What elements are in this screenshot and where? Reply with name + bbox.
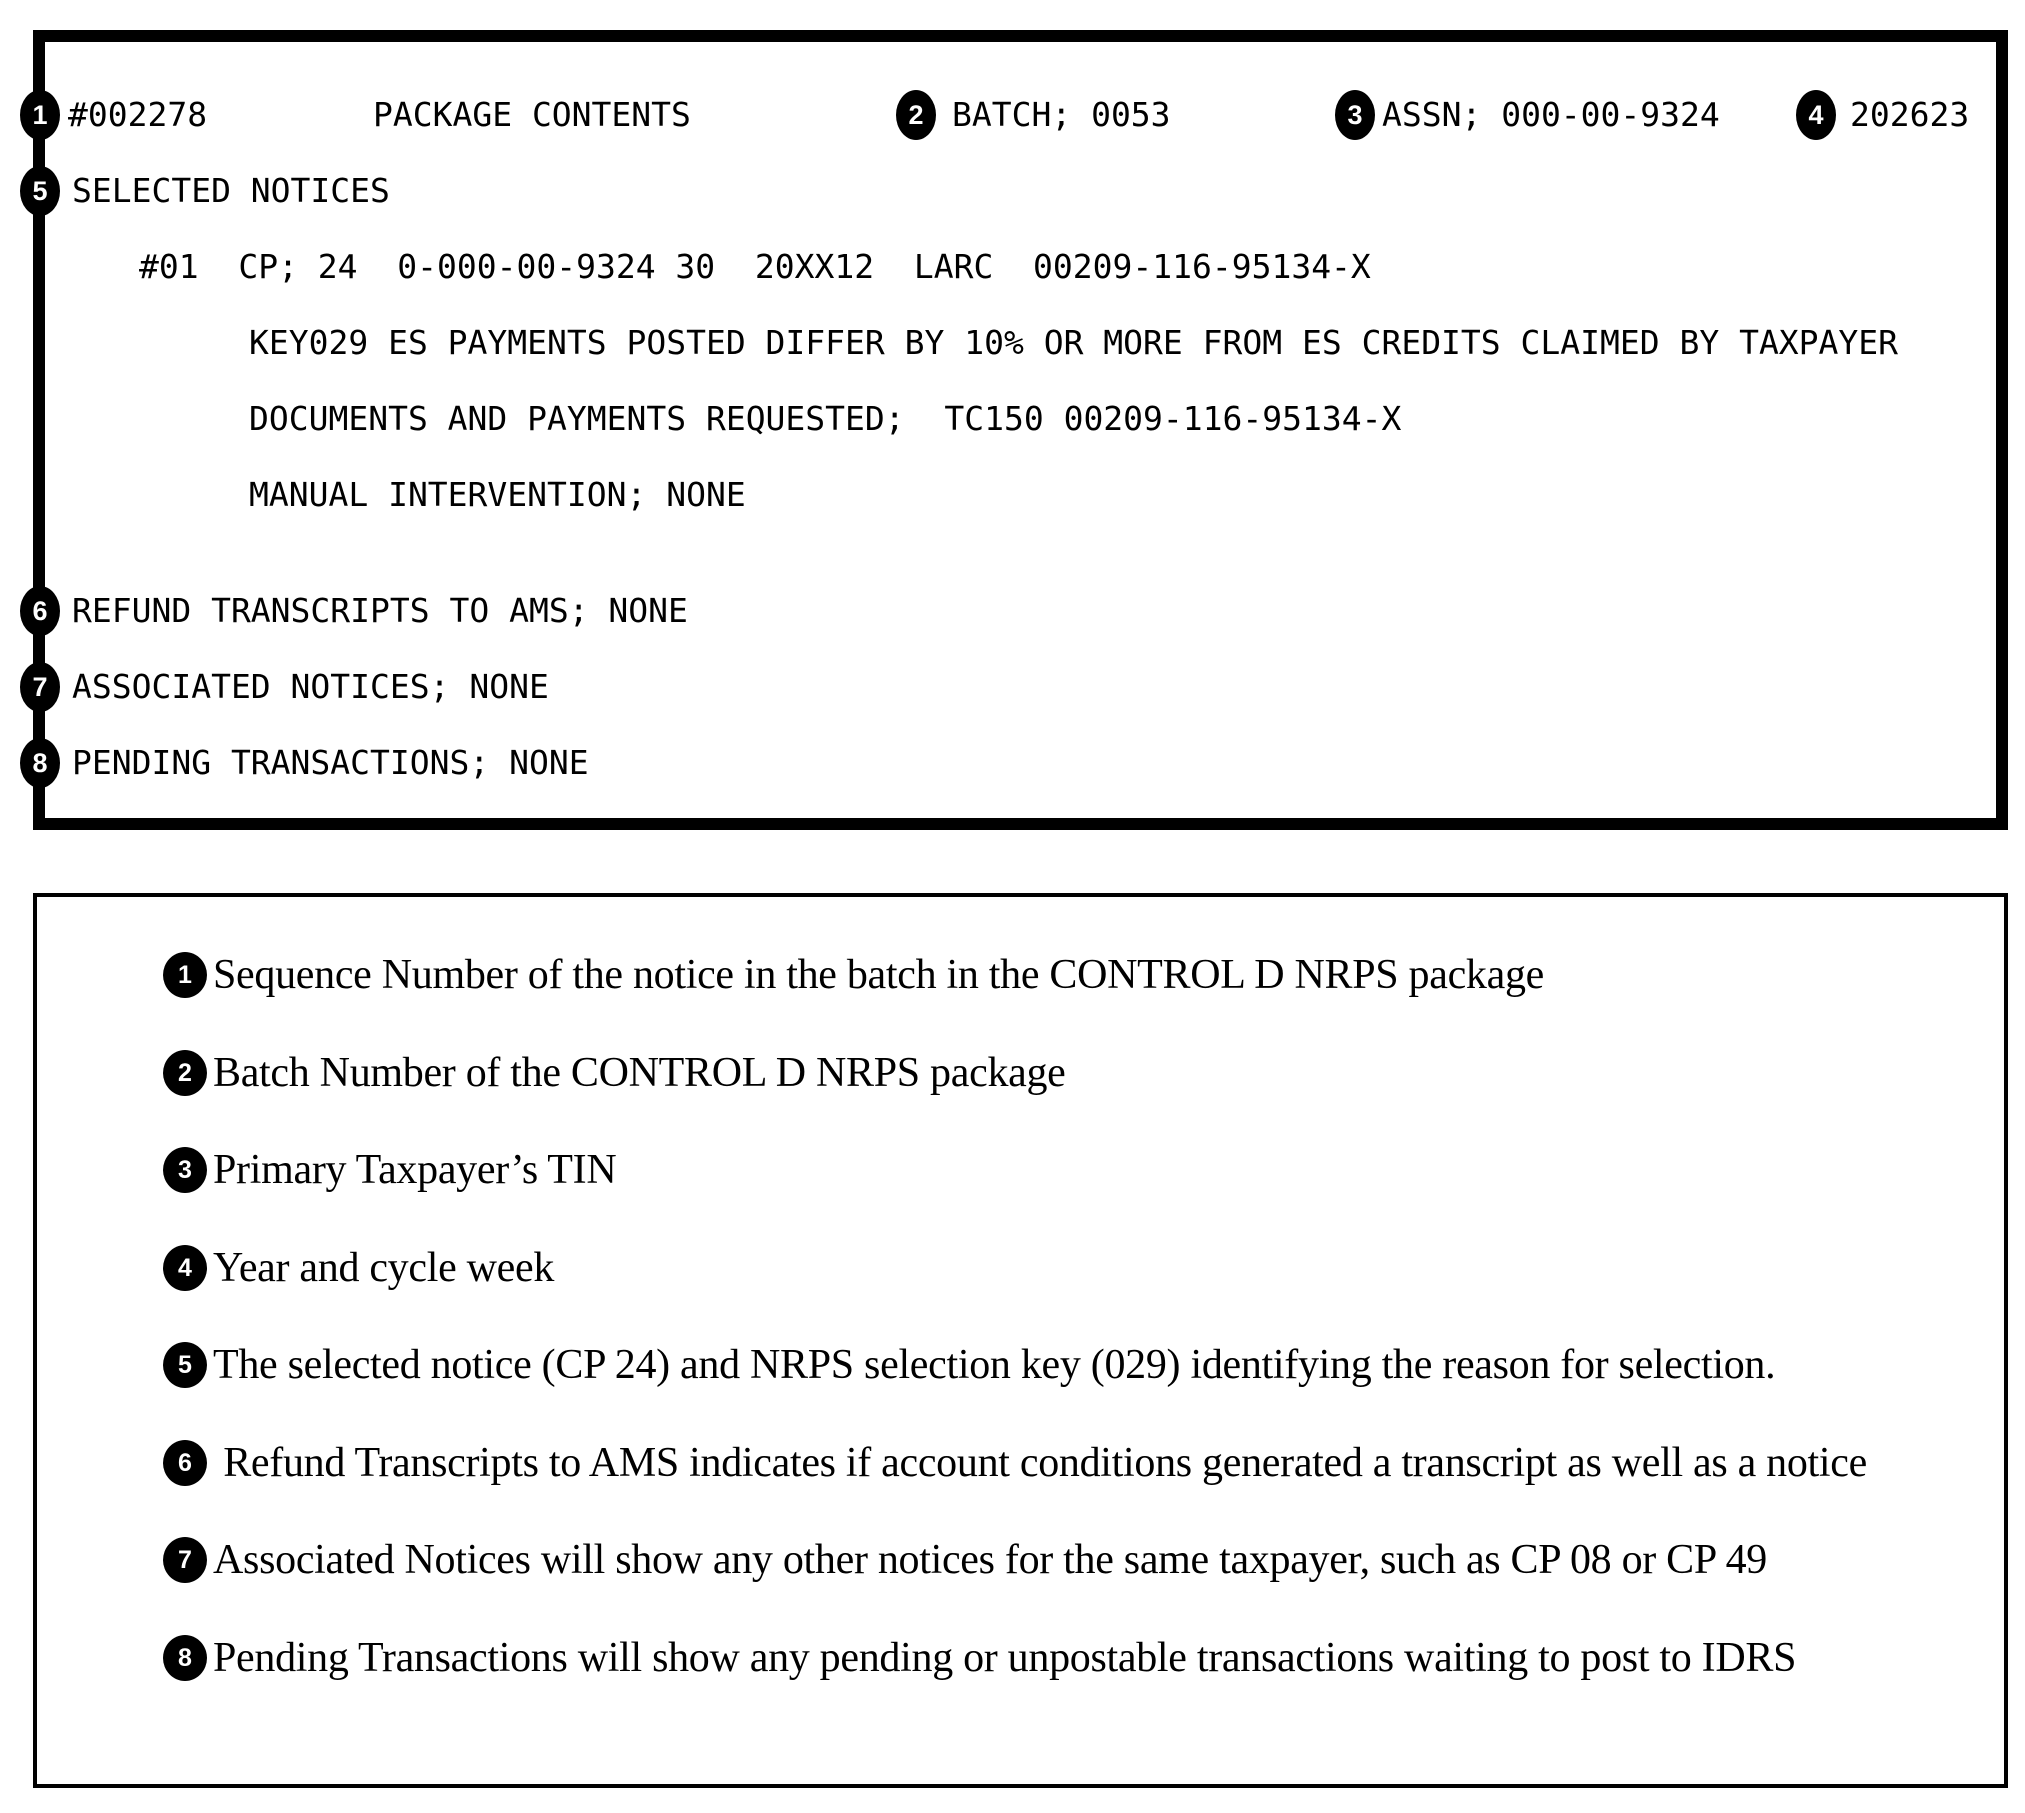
manual-intervention-line: MANUAL INTERVENTION; NONE xyxy=(249,475,746,514)
legend-text-2: Batch Number of the CONTROL D NRPS package xyxy=(213,1050,1066,1096)
legend-text-8: Pending Transactions will show any pending or unpostable transactions waiting to post to IDRS xyxy=(213,1635,1797,1681)
legend-badge-3: 3 xyxy=(163,1147,207,1193)
callout-badge-6: 6 xyxy=(20,586,60,636)
associated-notices-line: ASSOCIATED NOTICES; NONE xyxy=(72,667,549,706)
callout-badge-7: 7 xyxy=(20,662,60,712)
sequence-number: #002278 xyxy=(68,95,208,134)
legend-badge-8: 8 xyxy=(163,1635,207,1681)
legend-item-2 xyxy=(163,1048,1066,1098)
legend-item-8 xyxy=(163,1633,1796,1683)
legend-badge-5: 5 xyxy=(163,1342,207,1388)
legend-text-1: Sequence Number of the notice in the batch in the CONTROL D NRPS package xyxy=(213,952,1545,998)
callout-badge-4: 4 xyxy=(1796,90,1836,140)
legend-item-6 xyxy=(163,1438,1867,1488)
screen-title: PACKAGE CONTENTS xyxy=(373,95,691,134)
year-cycle-value: 202623 xyxy=(1850,95,1970,134)
legend-item-5 xyxy=(163,1340,1775,1390)
legend-item-1 xyxy=(163,950,1544,1000)
package-contents-screen-box xyxy=(33,30,2008,830)
assn-tin-value: ASSN; 000-00-9324 xyxy=(1382,95,1720,134)
refund-transcripts-line: REFUND TRANSCRIPTS TO AMS; NONE xyxy=(72,591,688,630)
legend-item-4 xyxy=(163,1243,554,1293)
legend-badge-7: 7 xyxy=(163,1537,207,1583)
selected-notices-label: SELECTED NOTICES xyxy=(72,171,390,210)
callout-badge-2: 2 xyxy=(896,90,936,140)
legend-badge-4: 4 xyxy=(163,1245,207,1291)
legend-text-6: Refund Transcripts to AMS indicates if account conditions generated a transcript as well as a notice xyxy=(213,1440,1867,1486)
key-reason-line: KEY029 ES PAYMENTS POSTED DIFFER BY 10% OR MORE FROM ES CREDITS CLAIMED BY TAXPAYER xyxy=(249,323,1899,362)
legend-item-3 xyxy=(163,1145,616,1195)
callout-legend-box xyxy=(33,893,2008,1788)
legend-badge-1: 1 xyxy=(163,952,207,998)
legend-text-3: Primary Taxpayer’s TIN xyxy=(213,1147,617,1193)
callout-badge-3: 3 xyxy=(1335,90,1375,140)
callout-badge-1: 1 xyxy=(20,90,60,140)
pending-transactions-line: PENDING TRANSACTIONS; NONE xyxy=(72,743,589,782)
notice-detail-line: #01 CP; 24 0-000-00-9324 30 20XX12 LARC 00209-116-95134-X xyxy=(139,247,1371,286)
batch-value: BATCH; 0053 xyxy=(952,95,1171,134)
legend-text-5: The selected notice (CP 24) and NRPS selection key (029) identifying the reason for selection. xyxy=(213,1342,1776,1388)
callout-badge-8: 8 xyxy=(20,738,60,788)
legend-text-4: Year and cycle week xyxy=(213,1245,555,1291)
legend-text-7: Associated Notices will show any other notices for the same taxpayer, such as CP 08 or CP 49 xyxy=(213,1537,1767,1583)
legend-badge-2: 2 xyxy=(163,1050,207,1096)
callout-badge-5: 5 xyxy=(20,166,60,216)
documents-requested-line: DOCUMENTS AND PAYMENTS REQUESTED; TC150 00209-116-95134-X xyxy=(249,399,1402,438)
legend-badge-6: 6 xyxy=(163,1440,207,1486)
legend-item-7 xyxy=(163,1535,1767,1585)
